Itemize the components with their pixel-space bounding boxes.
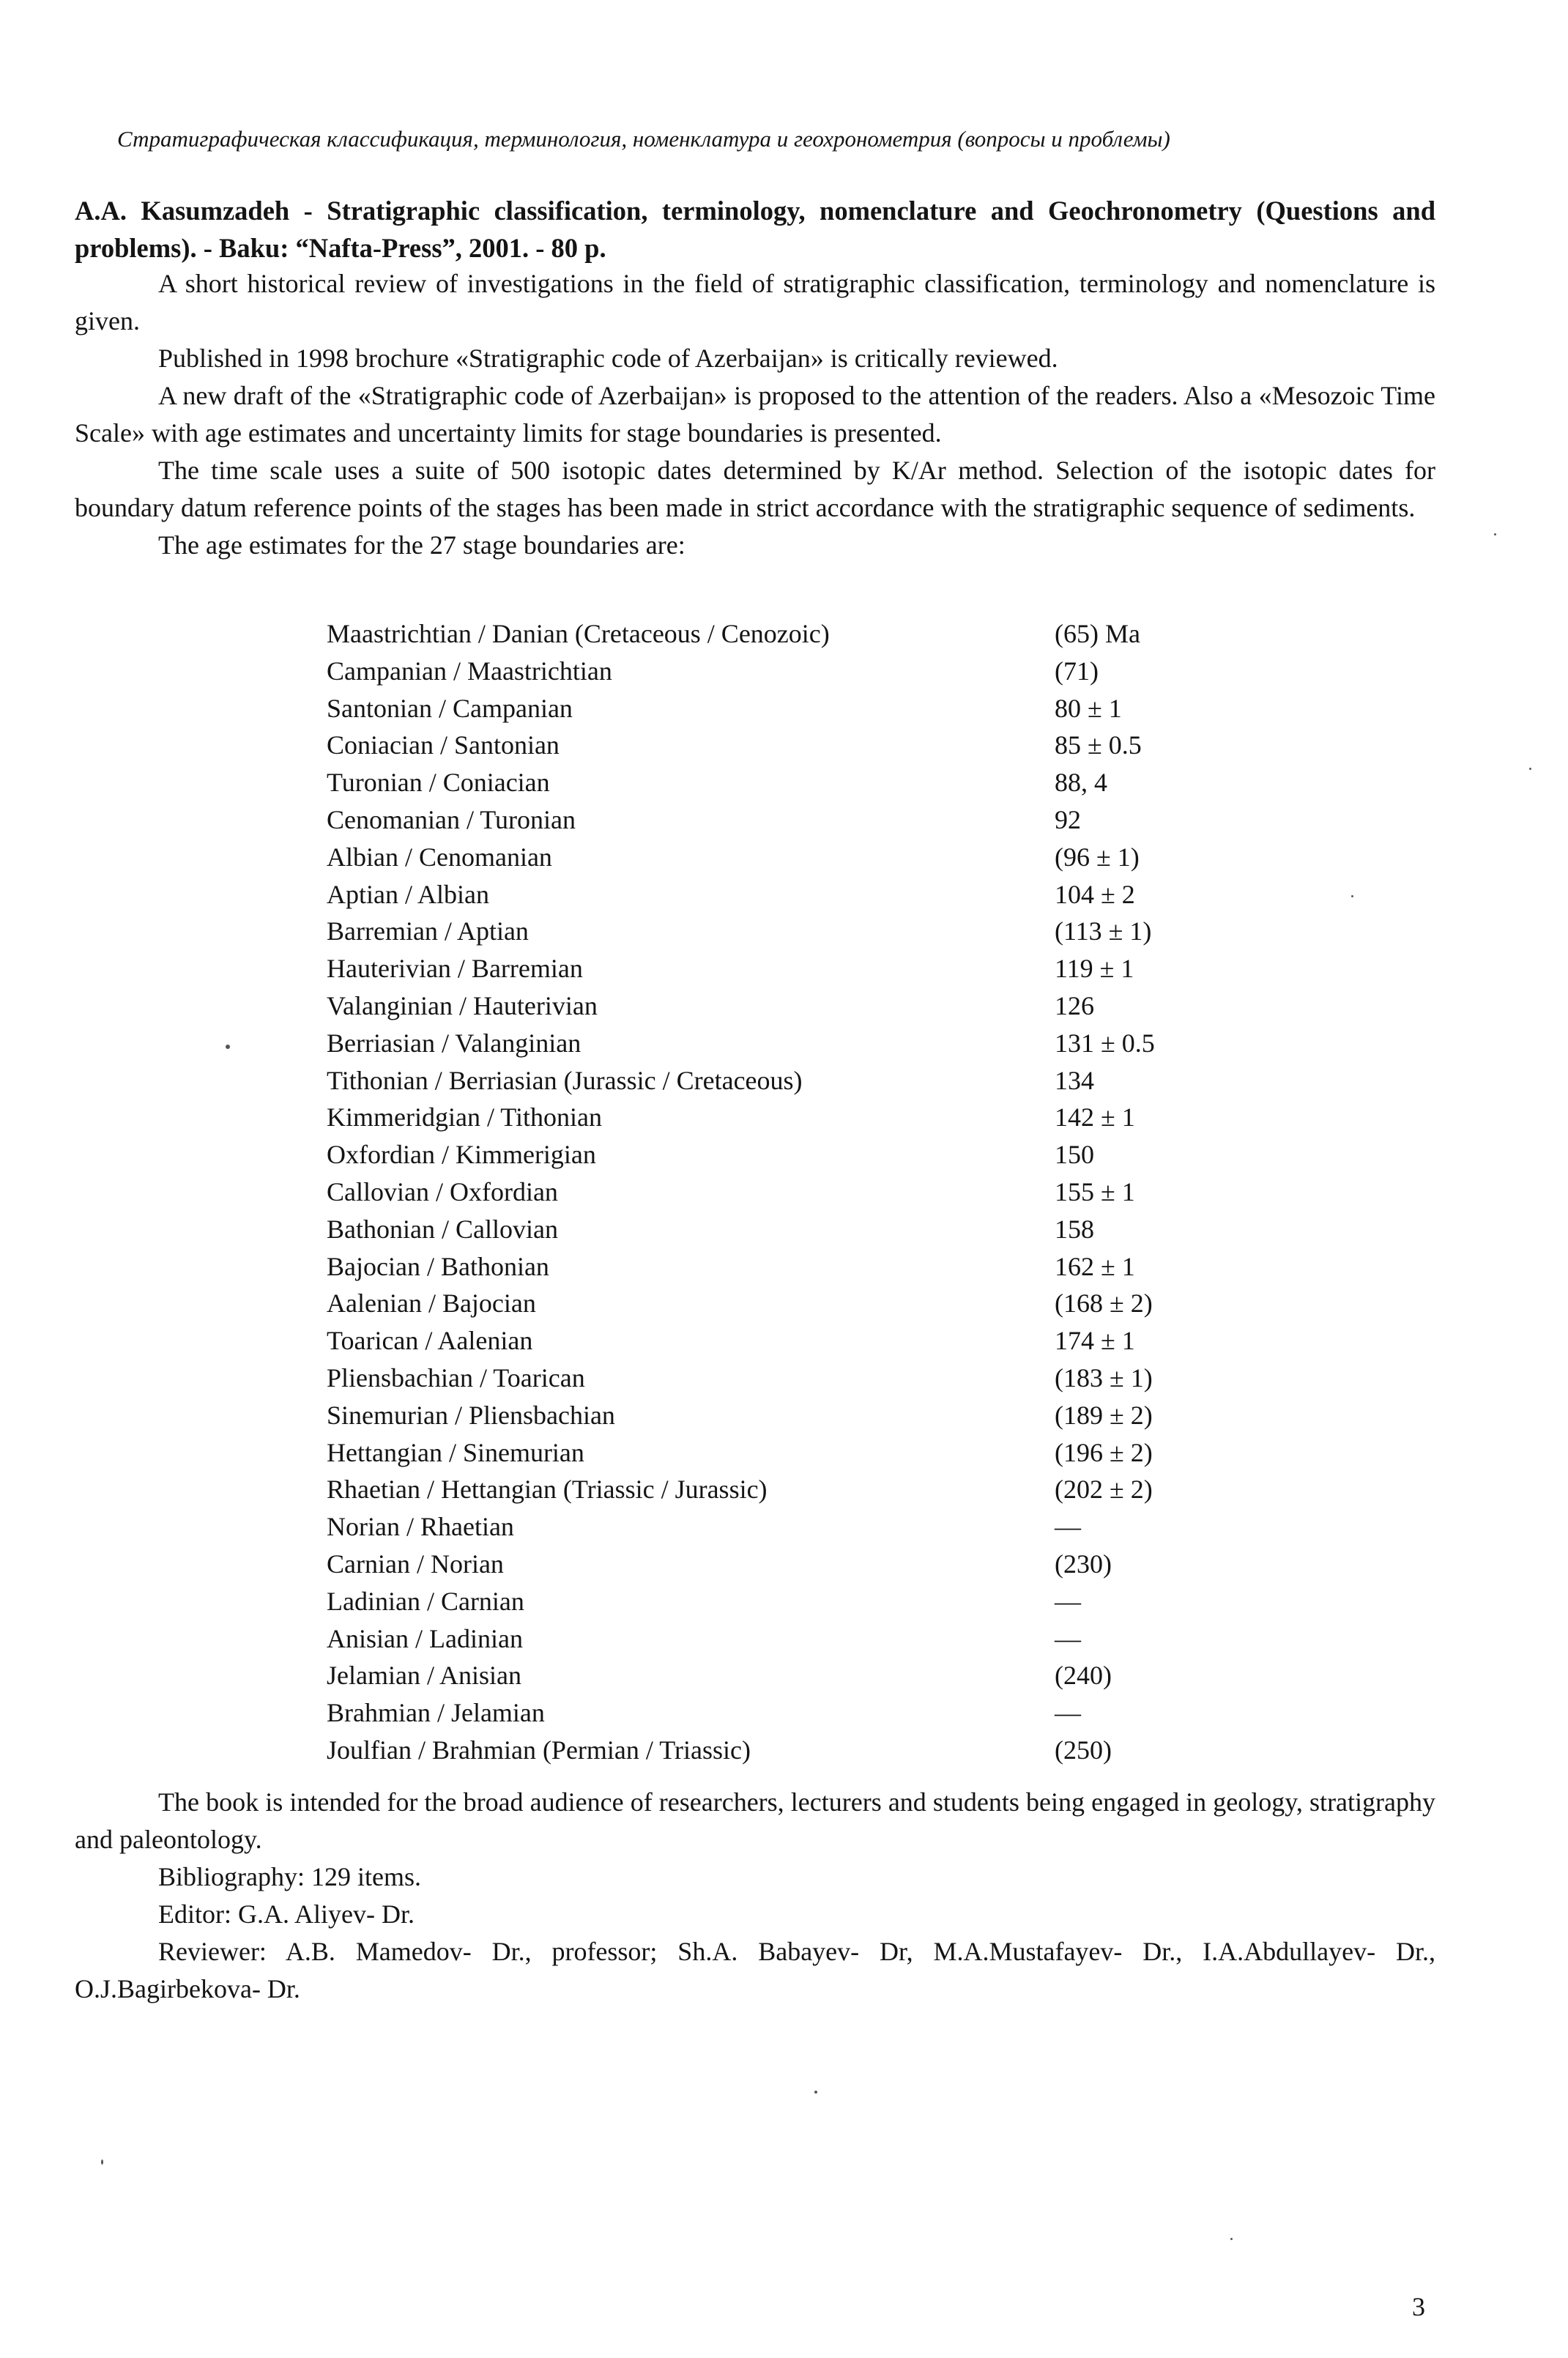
scan-speck xyxy=(1494,533,1496,535)
boundary-age: (202 ± 2) xyxy=(1055,1475,1153,1505)
boundary-age: (65) Ma xyxy=(1055,619,1140,648)
boundary-row xyxy=(327,1360,1205,1397)
boundary-row xyxy=(327,653,1205,690)
boundary-row xyxy=(327,1322,1205,1360)
boundary-row xyxy=(327,1099,1205,1136)
boundary-name: Coniacian / Santonian xyxy=(327,730,560,760)
boundary-age: (250) xyxy=(1055,1735,1112,1765)
boundary-name: Bathonian / Callovian xyxy=(327,1214,558,1244)
boundary-age: (240) xyxy=(1055,1661,1112,1691)
boundary-name: Kimmeridgian / Tithonian xyxy=(327,1102,603,1132)
boundary-age: 142 ± 1 xyxy=(1055,1102,1135,1132)
boundary-name: Turonian / Coniacian xyxy=(327,768,550,798)
abstract-paragraph: A new draft of the «Stratigraphic code of Azerbaijan» is proposed to the attention of the readers. Also a «Mesozoic Time Scale» with age estimates and uncertainty limits for stage boundaries is presented. xyxy=(75,381,1435,448)
boundary-age: 104 ± 2 xyxy=(1055,879,1135,909)
boundary-age: 119 ± 1 xyxy=(1055,954,1134,984)
boundary-name: Carnian / Norian xyxy=(327,1549,504,1579)
boundary-age: 88, 4 xyxy=(1055,768,1107,798)
closing-paragraph: The book is intended for the broad audience of researchers, lecturers and students being engaged in geology, stratigraphy and paleontology. xyxy=(75,1787,1435,1854)
boundary-name: Albian / Cenomanian xyxy=(327,842,552,872)
scan-speck xyxy=(814,2091,817,2094)
boundary-age: 131 ± 0.5 xyxy=(1055,1028,1155,1058)
scan-speck xyxy=(226,1045,230,1049)
boundary-name: Pliensbachian / Toarican xyxy=(327,1362,585,1393)
boundary-name: Campanian / Maastrichtian xyxy=(327,656,612,686)
boundary-row xyxy=(327,1546,1205,1583)
boundary-name: Maastrichtian / Danian (Cretaceous / Cenozoic) xyxy=(327,619,830,648)
running-title: Стратиграфическая классификация, терминология, номенклатура и геохронометрия (вопросы и проблемы) xyxy=(117,126,1170,152)
boundary-age: 174 ± 1 xyxy=(1055,1326,1135,1356)
boundary-age: (168 ± 2) xyxy=(1055,1289,1153,1319)
boundary-row xyxy=(327,1136,1205,1174)
boundary-name: Tithonian / Berriasian (Jurassic / Cretaceous) xyxy=(327,1065,803,1095)
reviewer-line: Reviewer: A.B. Mamedov- Dr., professor; Sh.A. Babayev- Dr, M.A.Mustafayev- Dr., I.A.Abdullayev- Dr., O.J.Bagirbekova- Dr. xyxy=(75,1937,1435,2003)
boundary-age: 158 xyxy=(1055,1214,1094,1244)
boundary-age: (183 ± 1) xyxy=(1055,1362,1153,1393)
boundary-name: Callovian / Oxfordian xyxy=(327,1176,558,1206)
boundary-name: Jelamian / Anisian xyxy=(327,1661,521,1691)
scan-speck xyxy=(1230,2238,1233,2240)
boundary-name: Berriasian / Valanginian xyxy=(327,1028,582,1058)
boundary-name: Sinemurian / Pliensbachian xyxy=(327,1400,615,1430)
boundary-name: Rhaetian / Hettangian (Triassic / Jurassic) xyxy=(327,1475,768,1505)
boundary-row xyxy=(327,1657,1205,1694)
abstract-paragraph: A short historical review of investigations in the field of stratigraphic classification, terminology and nomenclature is given. xyxy=(75,269,1435,335)
boundary-name: Barremian / Aptian xyxy=(327,916,529,946)
boundary-row xyxy=(327,913,1205,950)
boundary-row xyxy=(327,1694,1205,1732)
boundary-age: 85 ± 0.5 xyxy=(1055,730,1142,760)
boundary-age: (113 ± 1) xyxy=(1055,916,1152,946)
abstract-paragraph: The time scale uses a suite of 500 isotopic dates determined by K/Ar method. Selection of the isotopic dates for boundary datum reference points of the stages has been made in strict accordance with the stratigraphic sequence of sediments. xyxy=(75,456,1435,522)
boundary-row xyxy=(327,950,1205,987)
boundary-name: Aptian / Albian xyxy=(327,879,489,909)
boundary-name: Oxfordian / Kimmerigian xyxy=(327,1140,596,1170)
boundary-row xyxy=(327,1062,1205,1100)
scan-speck xyxy=(1529,768,1531,770)
scan-speck xyxy=(1351,895,1353,897)
boundary-age: (71) xyxy=(1055,656,1099,686)
boundary-age: 126 xyxy=(1055,990,1094,1020)
boundary-row xyxy=(327,1025,1205,1062)
boundary-row xyxy=(327,1583,1205,1620)
closing-section xyxy=(75,1784,1435,2008)
boundary-name: Joulfian / Brahmian (Permian / Triassic) xyxy=(327,1735,751,1765)
boundary-age: — xyxy=(1055,1586,1081,1616)
abstract xyxy=(75,265,1435,564)
boundary-row xyxy=(327,1248,1205,1286)
editor-line: Editor: G.A. Aliyev- Dr. xyxy=(158,1899,415,1929)
abstract-paragraph: Published in 1998 brochure «Stratigraphic code of Azerbaijan» is critically reviewed. xyxy=(158,344,1058,373)
boundary-row xyxy=(327,1620,1205,1658)
boundary-age: — xyxy=(1055,1698,1081,1728)
boundary-age: 134 xyxy=(1055,1065,1094,1095)
boundary-age: — xyxy=(1055,1623,1081,1653)
boundary-row xyxy=(327,1397,1205,1434)
boundary-age: 92 xyxy=(1055,804,1081,834)
boundary-name: Santonian / Campanian xyxy=(327,693,573,723)
boundary-age: 150 xyxy=(1055,1140,1094,1170)
boundary-row xyxy=(327,1508,1205,1546)
boundary-name: Valanginian / Hauterivian xyxy=(327,990,598,1020)
abstract-paragraph: The age estimates for the 27 stage boundaries are: xyxy=(158,530,685,560)
boundary-age: (196 ± 2) xyxy=(1055,1437,1153,1467)
boundary-row xyxy=(327,764,1205,801)
boundary-age: (230) xyxy=(1055,1549,1112,1579)
boundary-name: Cenomanian / Turonian xyxy=(327,804,576,834)
boundary-row xyxy=(327,690,1205,727)
boundary-row xyxy=(327,1434,1205,1472)
boundary-row xyxy=(327,1471,1205,1508)
scan-speck xyxy=(101,2159,103,2165)
boundary-name: Hauterivian / Barremian xyxy=(327,954,583,984)
bibliography-line: Bibliography: 129 items. xyxy=(158,1862,421,1891)
boundary-row xyxy=(327,801,1205,839)
boundary-name: Hettangian / Sinemurian xyxy=(327,1437,584,1467)
boundary-age: (189 ± 2) xyxy=(1055,1400,1153,1430)
boundary-age: 80 ± 1 xyxy=(1055,693,1122,723)
page-number: 3 xyxy=(1412,2292,1425,2321)
boundary-row xyxy=(327,987,1205,1025)
boundary-name: Norian / Rhaetian xyxy=(327,1512,514,1542)
boundary-name: Toarican / Aalenian xyxy=(327,1326,533,1356)
boundary-name: Brahmian / Jelamian xyxy=(327,1698,545,1728)
stage-boundary-table xyxy=(327,615,1205,1769)
boundary-row xyxy=(327,876,1205,913)
boundary-age: (96 ± 1) xyxy=(1055,842,1140,872)
boundary-row xyxy=(327,1285,1205,1322)
boundary-name: Bajocian / Bathonian xyxy=(327,1251,549,1281)
boundary-age: 162 ± 1 xyxy=(1055,1251,1135,1281)
boundary-row xyxy=(327,1174,1205,1211)
boundary-row xyxy=(327,1211,1205,1248)
boundary-row xyxy=(327,727,1205,764)
book-citation-heading: A.A. Kasumzadeh - Stratigraphic classification, terminology, nomenclature and Geochronometry (Questions and problems). - Baku: “Nafta-Press”, 2001. - 80 p. xyxy=(75,196,1435,263)
boundary-name: Anisian / Ladinian xyxy=(327,1623,523,1653)
boundary-name: Aalenian / Bajocian xyxy=(327,1289,536,1319)
boundary-row xyxy=(327,839,1205,876)
boundary-row xyxy=(327,1732,1205,1769)
boundary-age: 155 ± 1 xyxy=(1055,1176,1135,1206)
boundary-age: — xyxy=(1055,1512,1081,1542)
boundary-row xyxy=(327,615,1205,653)
boundary-name: Ladinian / Carnian xyxy=(327,1586,524,1616)
